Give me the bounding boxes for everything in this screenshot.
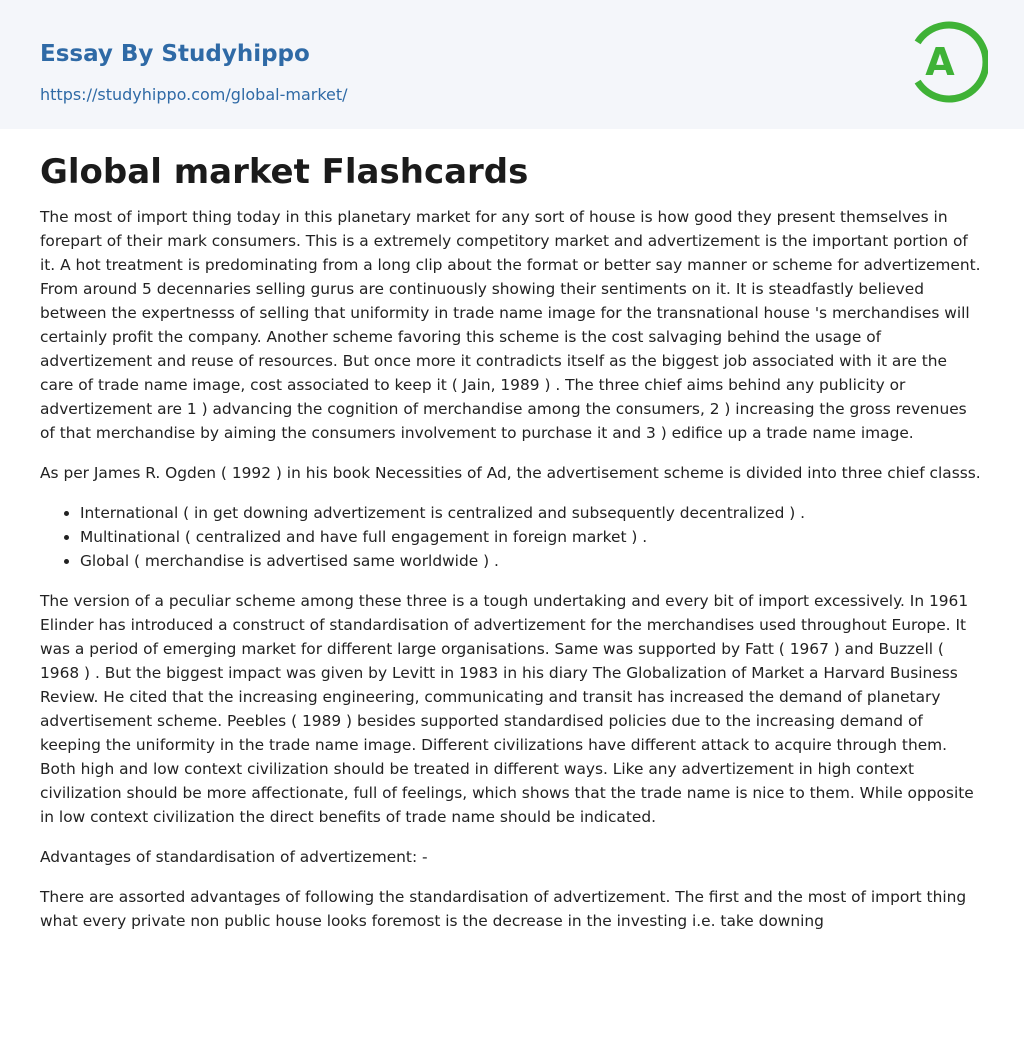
list-item: • International ( in get downing advertizement is centralized and subsequently decentralized ) .	[80, 501, 984, 525]
paragraph-3: The version of a peculiar scheme among these three is a tough undertaking and every bit of import excessively. In 1961 Elinder has introduced a construct of standardisation of advertizement for the merchandises used throughout Europe. It was a period of emerging market for different large organisations. Same was supported by Fatt ( 1967 ) and Buzzell ( 1968 ) . But the biggest impact was given by Levitt in 1983 in his diary The Globalization of Market a Harvard Business Review. He cited that the increasing engineering, communicating and transit has increased the demand of planetary advertisement scheme. Peebles ( 1989 ) besides supported standardised policies due to the increasing demand of keeping the uniformity in the trade name image. Different civilizations have different attack to acquire through them. Both high and low context civilization should be treated in different ways. Like any advertizement in high context civilization should be more affectionate, full of feelings, which shows that the trade name is nice to them. While opposite in low context civilization the direct benefits of trade name should be indicated.	[40, 592, 974, 826]
studyhippo-logo-icon	[910, 18, 988, 106]
logo-letter: A	[925, 40, 955, 84]
strategy-categories-list	[40, 501, 984, 573]
paragraph-4: Advantages of standardisation of advertizement: -	[40, 848, 428, 866]
list-item: • Multinational ( centralized and have full engagement in foreign market ) .	[80, 525, 984, 549]
brand-title: Essay By Studyhippo	[40, 41, 310, 67]
article-body	[0, 129, 1024, 933]
essay-url-link[interactable]: https://studyhippo.com/global-market/	[40, 85, 348, 104]
paragraph-2: As per James R. Ogden ( 1992 ) in his book Necessities of Ad, the advertisement scheme is divided into three chief classs.	[40, 464, 981, 482]
paragraph-1: The most of import thing today in this planetary market for any sort of house is how good they present themselves in forepart of their mark consumers. This is a extremely competitory market and advertizement is the important portion of it. A hot treatment is predominating from a long clip about the format or better say manner or scheme for advertizement. From around 5 decennaries selling gurus are continuously showing their sentiments on it. It is steadfastly believed between the expertnesss of selling that uniformity in trade name image for the transnational house 's merchandises will certainly profit the company. Another scheme favoring this scheme is the cost salvaging behind the usage of advertizement and reuse of resources. But once more it contradicts itself as the biggest job associated with it are the care of trade name image, cost associated to keep it ( Jain, 1989 ) . The three chief aims behind any publicity or advertizement are 1 ) advancing the cognition of merchandise among the consumers, 2 ) increasing the gross revenues of that merchandise by aiming the consumers involvement to purchase it and 3 ) edifice up a trade name image.	[40, 208, 981, 442]
list-item: • Global ( merchandise is advertised same worldwide ) .	[80, 549, 984, 573]
site-header	[0, 0, 1024, 129]
page-title: Global market Flashcards	[40, 152, 529, 192]
paragraph-5: There are assorted advantages of following the standardisation of advertizement. The first and the most of import thing what every private non public house looks foremost is the decrease in the investing i.e. take downing	[40, 888, 967, 930]
